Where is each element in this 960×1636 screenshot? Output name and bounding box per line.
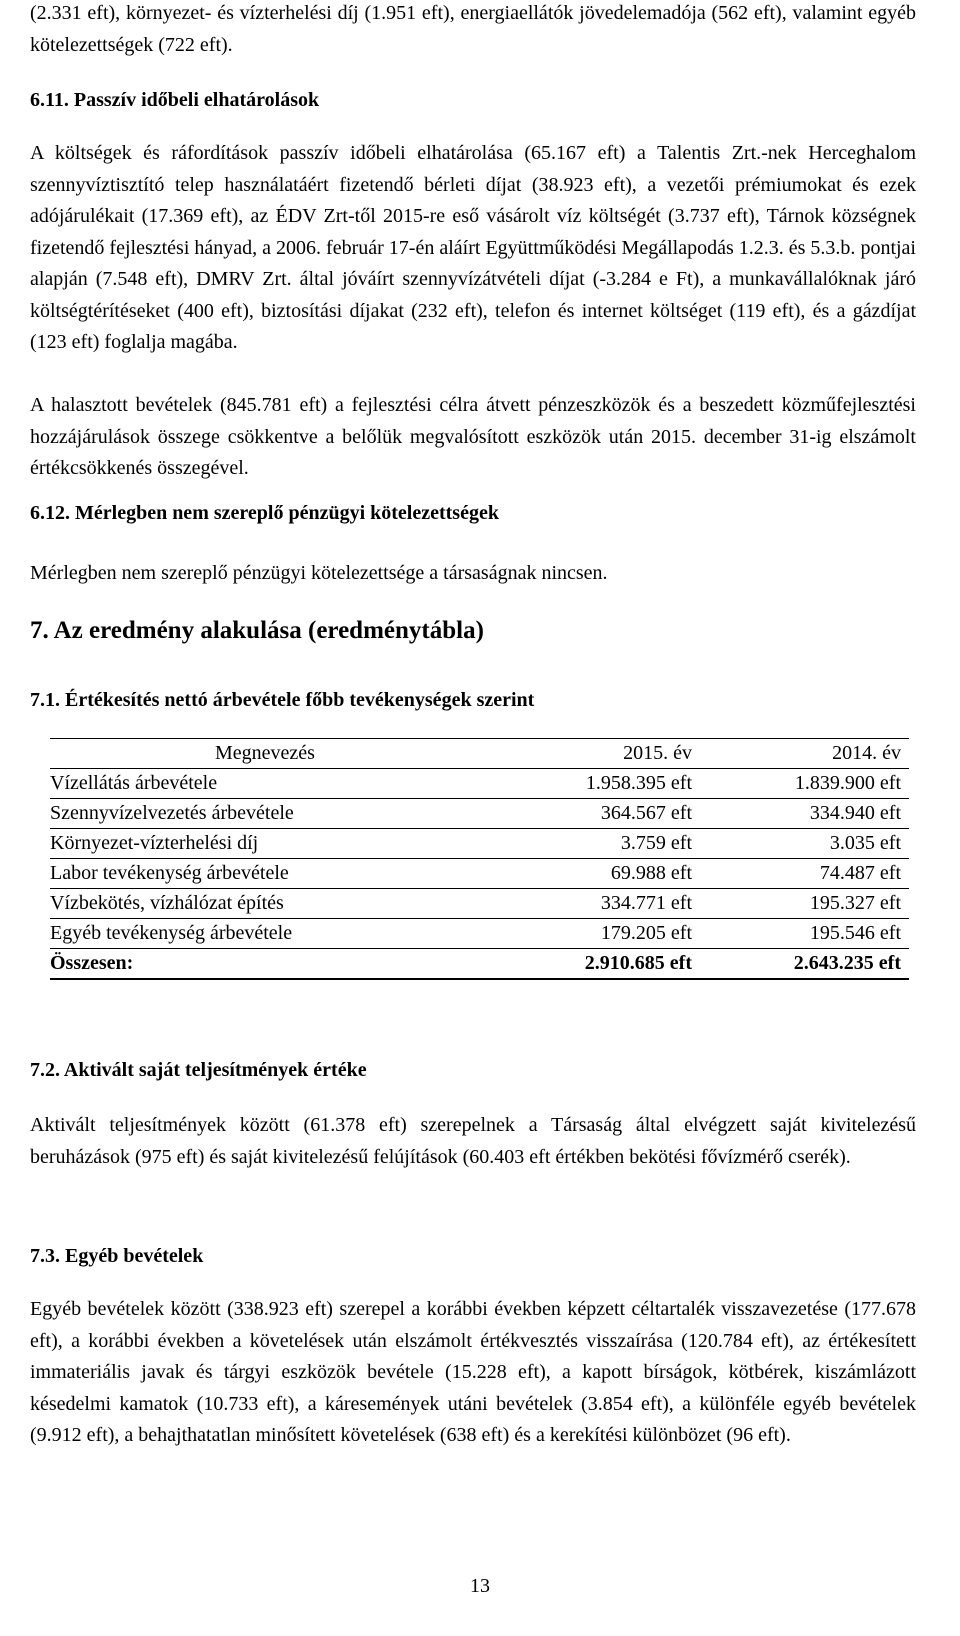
value-2015: 334.771 eft (600, 892, 692, 914)
intro-paragraph: (2.331 eft), környezet- és vízterhelési díj (1.951 eft), energiaellátók jövedelemadója (562 eft), valamint egyéb kötelezettségek (722 eft). (30, 2, 916, 56)
value-2014: 74.487 eft (819, 862, 901, 884)
section-7-2-paragraph: Aktivált teljesítmények között (61.378 eft) szerepelnek a Társaság által elvégzett saját kivitelezésű beruházások (975 eft) és saját kivitelezésű felújítások (60.403 eft értékben bekötési fővízmérő cserék). (30, 1114, 916, 1168)
column-header-2015: 2015. év (480, 739, 698, 769)
row-label: Szennyvízelvezetés árbevétele (50, 802, 294, 824)
row-label: Vízellátás árbevétele (50, 772, 218, 794)
total-2014: 2.643.235 eft (698, 949, 909, 980)
section-6-11-paragraph-2: A halasztott bevételek (845.781 eft) a fejlesztési célra átvett pénzeszközök és a beszedett közműfejlesztési hozzájárulások összege csökkentve a belőlük megvalósított eszközök után 2015. december 31-ig elszámolt értékcsökkenés összegével. (30, 394, 916, 479)
value-2014: 195.546 eft (809, 922, 901, 944)
table-row (50, 799, 909, 829)
section-7-2-heading: 7.2. Aktivált saját teljesítmények értéke (30, 1059, 367, 1081)
section-6-11-heading: 6.11. Passzív időbeli elhatárolások (30, 89, 320, 111)
row-label: Vízbekötés, vízhálózat építés (50, 892, 284, 914)
revenue-table (50, 738, 909, 980)
column-header-2014: 2014. év (698, 739, 909, 769)
section-6-12-heading: 6.12. Mérlegben nem szereplő pénzügyi kötelezettségek (30, 502, 499, 524)
table-total-row (50, 949, 909, 980)
section-7-3-heading: 7.3. Egyéb bevételek (30, 1245, 204, 1267)
value-2014: 3.035 eft (829, 832, 901, 854)
value-2014: 195.327 eft (809, 892, 901, 914)
value-2015: 1.958.395 eft (585, 772, 692, 794)
value-2015: 69.988 eft (610, 862, 692, 884)
table-header-row (50, 739, 909, 769)
value-2015: 179.205 eft (600, 922, 692, 944)
table-row (50, 919, 909, 949)
section-7-3-paragraph: Egyéb bevételek között (338.923 eft) szerepel a korábbi években képzett céltartalék visszavezetése (177.678 eft), a korábbi években a követelések után elszámolt értékvesztés visszaírása (120.784 eft), az értékesített immateriális javak és tárgyi eszközök bevétele (15.228 eft), a kapott bírságok, kötbérek, kiszámlázott késedelmi kamatok (10.733 eft), a káresemények utáni bevételek (3.854 eft), a különféle egyéb bevételek (9.912 eft), a behajthatatlan minősített követelések (638 eft) és a kerekítési különbözet (96 eft). (30, 1298, 916, 1446)
value-2015: 364.567 eft (600, 802, 692, 824)
row-label: Labor tevékenység árbevétele (50, 862, 289, 884)
value-2014: 334.940 eft (809, 802, 901, 824)
section-7-1-heading: 7.1. Értékesítés nettó árbevétele főbb tevékenységek szerint (30, 689, 535, 711)
table-row (50, 859, 909, 889)
row-label: Környezet-vízterhelési díj (50, 832, 259, 854)
column-header-name: Megnevezés (50, 739, 480, 769)
value-2015: 3.759 eft (620, 832, 692, 854)
value-2014: 1.839.900 eft (794, 772, 901, 794)
page-number: 13 (470, 1575, 490, 1597)
section-6-12-paragraph: Mérlegben nem szereplő pénzügyi kötelezettsége a társaságnak nincsen. (30, 562, 608, 584)
section-7-heading: 7. Az eredmény alakulása (eredménytábla) (30, 617, 484, 644)
table-row (50, 889, 909, 919)
total-2015: 2.910.685 eft (480, 949, 698, 980)
table-row (50, 769, 909, 799)
total-label: Összesen: (50, 949, 480, 980)
section-6-11-paragraph-1: A költségek és ráfordítások passzív időbeli elhatárolása (65.167 eft) a Talentis Zrt.-nek Herceghalom szennyvíztisztító telep használatáért fizetendő bérleti díjat (38.923 eft), a vezetői prémiumokat és ezek adójárulékait (17.369 eft), az ÉDV Zrt-től 2015-re eső vásárolt víz költségét (3.737 eft), Tárnok községnek fizetendő fejlesztési hányad, a 2006. február 17-én aláírt Együttműködési Megállapodás 1.2.3. és 5.3.b. pontjai alapján (7.548 eft), DMRV Zrt. által jóváírt szennyvízátvételi díjat (-3.284 e Ft), a munkavállalóknak járó költségtérítéseket (400 eft), biztosítási díjakat (232 eft), telefon és internet költséget (119 eft), és a gázdíjat (123 eft) foglalja magába. (30, 142, 916, 353)
row-label: Egyéb tevékenység árbevétele (50, 922, 293, 944)
table-row (50, 829, 909, 859)
